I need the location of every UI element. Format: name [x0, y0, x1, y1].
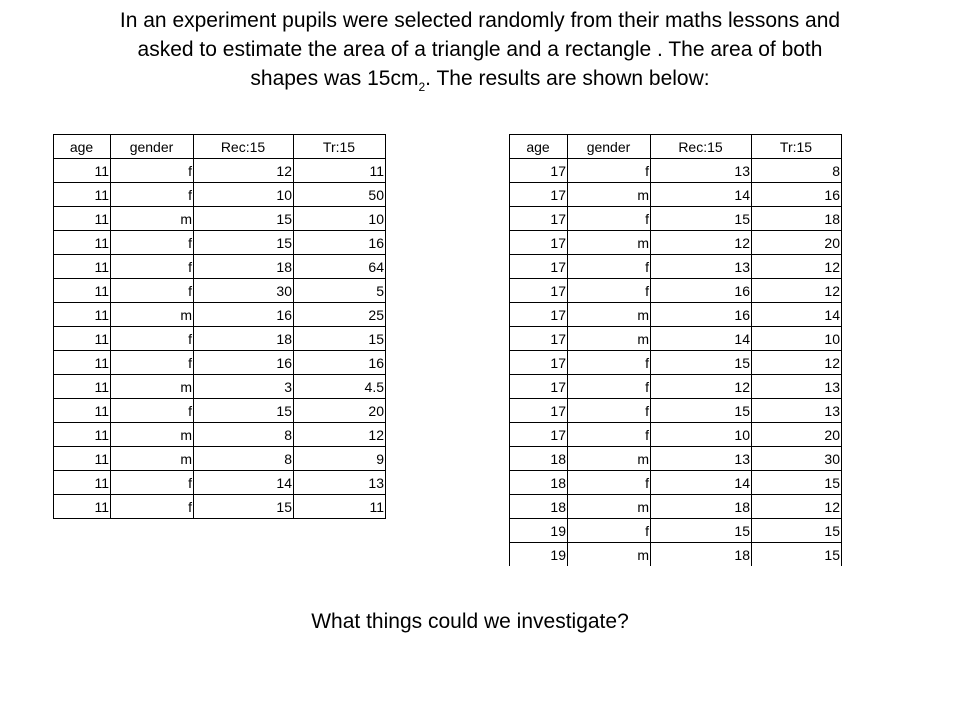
cell-age: 11: [54, 159, 111, 183]
table-row: [510, 255, 842, 279]
cell-triangle-estimate: 5: [294, 279, 386, 303]
question-text: What things could we investigate?: [311, 610, 629, 633]
cell-gender: f: [111, 495, 194, 519]
cell-triangle-estimate: 13: [294, 471, 386, 495]
area-unit-superscript: 2: [418, 80, 426, 94]
cell-age: 17: [510, 159, 568, 183]
column-header-triangle: Tr:15: [752, 135, 842, 159]
cell-triangle-estimate: 13: [752, 399, 842, 423]
cell-rectangle-estimate: 13: [651, 447, 752, 471]
intro-text: [20, 6, 940, 96]
cell-gender: m: [568, 495, 651, 519]
cell-triangle-estimate: 4.5: [294, 375, 386, 399]
cell-age: 11: [54, 423, 111, 447]
cell-triangle-estimate: 15: [752, 471, 842, 495]
cell-gender: f: [111, 471, 194, 495]
cell-triangle-estimate: 14: [752, 303, 842, 327]
cell-rectangle-estimate: 30: [194, 279, 294, 303]
cell-rectangle-estimate: 15: [194, 207, 294, 231]
cell-age: 11: [54, 351, 111, 375]
intro-line-1: In an experiment pupils were selected randomly from their maths lessons and: [119, 9, 841, 32]
cell-rectangle-estimate: 10: [651, 423, 752, 447]
cell-gender: f: [111, 399, 194, 423]
cell-gender: f: [568, 375, 651, 399]
cell-gender: m: [568, 447, 651, 471]
cell-age: 11: [54, 399, 111, 423]
cell-triangle-estimate: 12: [752, 351, 842, 375]
cell-rectangle-estimate: 10: [194, 183, 294, 207]
column-header-gender: gender: [111, 135, 194, 159]
cell-triangle-estimate: 50: [294, 183, 386, 207]
table-row: [54, 183, 386, 207]
cell-age: 11: [54, 279, 111, 303]
cell-rectangle-estimate: 12: [651, 375, 752, 399]
cell-age: 19: [510, 543, 568, 567]
cell-triangle-estimate: 30: [752, 447, 842, 471]
cell-triangle-estimate: 9: [294, 447, 386, 471]
cell-triangle-estimate: 16: [294, 351, 386, 375]
cell-rectangle-estimate: 15: [651, 399, 752, 423]
table-row: [54, 423, 386, 447]
table-row: [510, 375, 842, 399]
cell-triangle-estimate: 11: [294, 159, 386, 183]
cell-age: 17: [510, 255, 568, 279]
column-header-gender: gender: [568, 135, 651, 159]
cell-age: 17: [510, 327, 568, 351]
table-row: [510, 495, 842, 519]
cell-triangle-estimate: 15: [752, 543, 842, 567]
cell-rectangle-estimate: 16: [651, 303, 752, 327]
cell-rectangle-estimate: 14: [651, 327, 752, 351]
cell-gender: f: [568, 423, 651, 447]
cell-age: 17: [510, 351, 568, 375]
intro-line-3-end: . The results are shown below:: [425, 67, 710, 90]
cell-gender: m: [111, 423, 194, 447]
cell-triangle-estimate: 20: [294, 399, 386, 423]
cell-rectangle-estimate: 16: [194, 351, 294, 375]
cell-gender: f: [111, 183, 194, 207]
cell-rectangle-estimate: 18: [651, 543, 752, 567]
cell-rectangle-estimate: 15: [651, 519, 752, 543]
cell-rectangle-estimate: 18: [194, 327, 294, 351]
cell-gender: f: [111, 351, 194, 375]
table-row: [510, 279, 842, 303]
column-header-rectangle: Rec:15: [651, 135, 752, 159]
cell-triangle-estimate: 20: [752, 423, 842, 447]
cell-gender: m: [568, 303, 651, 327]
cell-age: 11: [54, 183, 111, 207]
cell-gender: f: [568, 519, 651, 543]
cell-gender: f: [111, 255, 194, 279]
table-row: [54, 255, 386, 279]
table-header-row: [510, 135, 842, 159]
cell-gender: f: [568, 351, 651, 375]
table-row: [54, 303, 386, 327]
cell-triangle-estimate: 10: [294, 207, 386, 231]
cell-age: 17: [510, 375, 568, 399]
cell-rectangle-estimate: 8: [194, 447, 294, 471]
cell-gender: f: [568, 279, 651, 303]
cell-rectangle-estimate: 15: [651, 351, 752, 375]
table-header-row: [54, 135, 386, 159]
cell-rectangle-estimate: 16: [194, 303, 294, 327]
intro-line-3-start: shapes was 15cm: [250, 67, 419, 90]
cell-triangle-estimate: 16: [752, 183, 842, 207]
cell-triangle-estimate: 12: [752, 495, 842, 519]
table-row: [510, 303, 842, 327]
cell-gender: m: [111, 375, 194, 399]
cell-triangle-estimate: 64: [294, 255, 386, 279]
table-row: [54, 447, 386, 471]
cell-rectangle-estimate: 14: [651, 471, 752, 495]
intro-line-3: [20, 64, 940, 96]
cell-rectangle-estimate: 8: [194, 423, 294, 447]
table-row: [54, 279, 386, 303]
cell-gender: m: [111, 207, 194, 231]
cell-rectangle-estimate: 15: [651, 207, 752, 231]
cell-age: 17: [510, 231, 568, 255]
results-table-age-17-19: [509, 134, 842, 566]
cell-rectangle-estimate: 13: [651, 159, 752, 183]
cell-age: 17: [510, 303, 568, 327]
cell-gender: m: [111, 447, 194, 471]
cell-triangle-estimate: 11: [294, 495, 386, 519]
cell-rectangle-estimate: 15: [194, 231, 294, 255]
table-body: [510, 159, 842, 567]
cell-gender: m: [568, 231, 651, 255]
table-row: [510, 423, 842, 447]
cell-rectangle-estimate: 12: [194, 159, 294, 183]
cell-rectangle-estimate: 14: [194, 471, 294, 495]
column-header-triangle: Tr:15: [294, 135, 386, 159]
table-row: [510, 183, 842, 207]
cell-gender: f: [111, 159, 194, 183]
cell-rectangle-estimate: 18: [194, 255, 294, 279]
column-header-age: age: [510, 135, 568, 159]
column-header-age: age: [54, 135, 111, 159]
cell-triangle-estimate: 10: [752, 327, 842, 351]
cell-age: 18: [510, 495, 568, 519]
table-row: [510, 543, 842, 567]
cell-triangle-estimate: 18: [752, 207, 842, 231]
cell-triangle-estimate: 12: [294, 423, 386, 447]
intro-line-2: asked to estimate the area of a triangle and a rectangle . The area of both: [137, 38, 823, 61]
cell-age: 11: [54, 207, 111, 231]
table-row: [54, 327, 386, 351]
cell-triangle-estimate: 12: [752, 255, 842, 279]
table-row: [510, 447, 842, 471]
table-row: [54, 399, 386, 423]
cell-gender: f: [568, 399, 651, 423]
cell-gender: f: [568, 255, 651, 279]
cell-age: 18: [510, 447, 568, 471]
table-row: [510, 207, 842, 231]
cell-gender: f: [568, 471, 651, 495]
cell-triangle-estimate: 13: [752, 375, 842, 399]
cell-rectangle-estimate: 15: [194, 495, 294, 519]
cell-age: 17: [510, 183, 568, 207]
table-row: [54, 375, 386, 399]
cell-gender: f: [568, 159, 651, 183]
cell-rectangle-estimate: 3: [194, 375, 294, 399]
table-row: [510, 519, 842, 543]
cell-age: 11: [54, 303, 111, 327]
table-row: [510, 327, 842, 351]
table-row: [54, 495, 386, 519]
table-body: [54, 159, 386, 519]
table-row: [54, 471, 386, 495]
cell-triangle-estimate: 25: [294, 303, 386, 327]
cell-age: 11: [54, 495, 111, 519]
cell-rectangle-estimate: 18: [651, 495, 752, 519]
cell-age: 17: [510, 207, 568, 231]
cell-rectangle-estimate: 16: [651, 279, 752, 303]
table-row: [510, 231, 842, 255]
cell-age: 18: [510, 471, 568, 495]
cell-age: 11: [54, 375, 111, 399]
cell-triangle-estimate: 12: [752, 279, 842, 303]
table-row: [510, 159, 842, 183]
table-row: [54, 351, 386, 375]
cell-age: 11: [54, 327, 111, 351]
table-row: [510, 399, 842, 423]
cell-gender: m: [568, 543, 651, 567]
cell-age: 17: [510, 279, 568, 303]
cell-age: 11: [54, 231, 111, 255]
results-table-age-11: [53, 134, 386, 519]
cell-triangle-estimate: 15: [294, 327, 386, 351]
cell-rectangle-estimate: 12: [651, 231, 752, 255]
table-row: [510, 351, 842, 375]
cell-gender: m: [111, 303, 194, 327]
cell-age: 19: [510, 519, 568, 543]
cell-rectangle-estimate: 13: [651, 255, 752, 279]
cell-age: 11: [54, 447, 111, 471]
column-header-rectangle: Rec:15: [194, 135, 294, 159]
table-row: [54, 207, 386, 231]
cell-triangle-estimate: 15: [752, 519, 842, 543]
cell-age: 17: [510, 399, 568, 423]
cell-triangle-estimate: 20: [752, 231, 842, 255]
cell-age: 11: [54, 255, 111, 279]
cell-gender: f: [111, 327, 194, 351]
cell-rectangle-estimate: 15: [194, 399, 294, 423]
cell-age: 11: [54, 471, 111, 495]
cell-gender: f: [111, 279, 194, 303]
table-row: [510, 471, 842, 495]
cell-triangle-estimate: 8: [752, 159, 842, 183]
cell-gender: m: [568, 327, 651, 351]
cell-gender: f: [111, 231, 194, 255]
cell-age: 17: [510, 423, 568, 447]
table-row: [54, 159, 386, 183]
table-row: [54, 231, 386, 255]
cell-rectangle-estimate: 14: [651, 183, 752, 207]
cell-triangle-estimate: 16: [294, 231, 386, 255]
cell-gender: f: [568, 207, 651, 231]
cell-gender: m: [568, 183, 651, 207]
